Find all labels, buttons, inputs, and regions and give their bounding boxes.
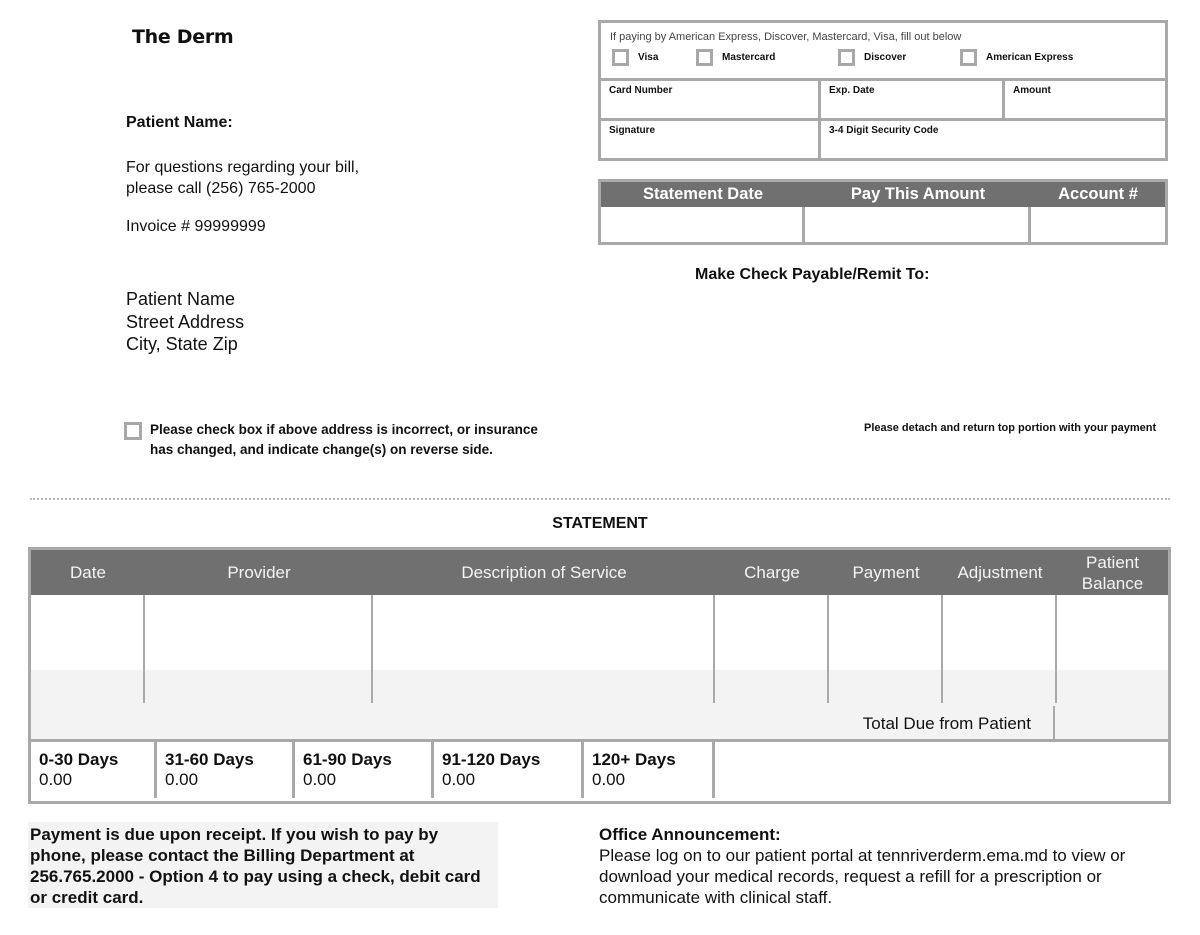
address-change-row <box>124 422 564 460</box>
account-number-value <box>1031 207 1165 242</box>
col-header-description: Description of Service <box>461 563 627 582</box>
statement-col-charge <box>715 595 829 703</box>
billing-questions <box>126 157 359 199</box>
aging-0-30 <box>31 742 157 798</box>
payment-due-note: Payment is due upon receipt. If you wish to pay by phone, please contact the Billing Department at 256.765.2000 - Option 4 to pay using a check, debit card or credit card. <box>28 822 498 908</box>
total-due-row <box>31 706 1168 742</box>
card-option-mastercard[interactable] <box>696 49 775 66</box>
pay-this-amount-value[interactable] <box>805 207 1031 242</box>
exp-date-label: Exp. Date <box>829 85 875 96</box>
office-announcement <box>599 824 1179 908</box>
invoice-number: Invoice # 99999999 <box>126 218 266 235</box>
exp-date-field[interactable] <box>821 81 1005 118</box>
announcement-title: Office Announcement: <box>599 825 781 844</box>
total-due-value <box>1055 706 1168 739</box>
address-line2: Street Address <box>126 311 245 332</box>
announcement-text: Please log on to our patient portal at tennriverderm.ema.md to view or download your medical records, request a refill for a prescription or communicate with clinical staff. <box>599 846 1126 907</box>
aging-120-plus-value: 0.00 <box>592 770 626 789</box>
aging-31-60-value: 0.00 <box>165 770 199 789</box>
col-header-patient-balance: Patient Balance <box>1081 552 1144 593</box>
col-header-provider: Provider <box>227 563 291 582</box>
payment-summary-values <box>601 207 1165 242</box>
pay-this-amount-header: Pay This Amount <box>850 185 986 203</box>
card-number-label: Card Number <box>609 85 673 96</box>
aging-31-60-label: 31-60 Days <box>165 750 254 769</box>
american-express-label: American Express <box>986 52 1074 63</box>
aging-0-30-label: 0-30 Days <box>39 750 119 769</box>
remit-to-label: Make Check Payable/Remit To: <box>695 266 930 283</box>
col-header-date: Date <box>70 563 106 582</box>
aging-120-plus-label: 120+ Days <box>592 750 676 769</box>
address-change-checkbox[interactable] <box>124 422 142 440</box>
visa-checkbox[interactable] <box>612 49 629 66</box>
aging-91-120-value: 0.00 <box>442 770 476 789</box>
address-line3: City, State Zip <box>126 334 238 354</box>
aging-31-60 <box>157 742 295 798</box>
security-code-label: 3-4 Digit Security Code <box>829 125 939 136</box>
aging-91-120-label: 91-120 Days <box>442 750 541 769</box>
statement-col-adjustment <box>943 595 1057 703</box>
amount-field[interactable] <box>1005 81 1165 118</box>
aging-61-90-value: 0.00 <box>303 770 337 789</box>
statement-col-provider <box>145 595 373 703</box>
aging-61-90 <box>295 742 434 798</box>
statement-date-header: Statement Date <box>642 185 764 203</box>
address-line1: Patient Name <box>126 289 236 309</box>
practice-name: The Derm <box>132 26 234 48</box>
billing-questions-line1: For questions regarding your bill, <box>126 159 360 176</box>
card-payment-box <box>598 20 1168 161</box>
card-details-row <box>601 81 1165 121</box>
col-header-charge: Charge <box>744 563 800 582</box>
amount-label: Amount <box>1013 85 1051 96</box>
card-auth-row <box>601 121 1165 158</box>
payment-summary-box <box>598 179 1168 245</box>
mastercard-label: Mastercard <box>722 52 776 63</box>
address-change-text: Please check box if above address is incorrect, or insurance has changed, and indicate change(s) on reverse side. <box>150 422 538 457</box>
aging-blank <box>715 742 1168 798</box>
total-due-label: Total Due from Patient <box>31 706 1055 739</box>
card-option-visa[interactable] <box>612 49 658 66</box>
statement-table <box>28 547 1171 804</box>
aging-91-120 <box>434 742 584 798</box>
statement-col-patient-balance <box>1057 595 1168 703</box>
card-number-field[interactable] <box>601 81 821 118</box>
statement-header-row <box>31 550 1168 595</box>
payment-summary-header <box>601 182 1165 207</box>
discover-label: Discover <box>864 52 907 63</box>
card-type-options <box>610 49 1165 69</box>
aging-120-plus <box>584 742 715 798</box>
discover-checkbox[interactable] <box>838 49 855 66</box>
statement-body <box>31 595 1168 706</box>
aging-61-90-label: 61-90 Days <box>303 750 392 769</box>
card-instruction: If paying by American Express, Discover, Mastercard, Visa, fill out below <box>610 31 962 43</box>
card-option-discover[interactable] <box>838 49 906 66</box>
statement-date-value <box>601 207 805 242</box>
detach-note: Please detach and return top portion with your payment <box>864 422 1157 434</box>
card-option-american-express[interactable] <box>960 49 1073 66</box>
statement-col-date <box>31 595 145 703</box>
american-express-checkbox[interactable] <box>960 49 977 66</box>
billing-questions-line2: please call (256) 765-2000 <box>126 180 316 197</box>
aging-0-30-value: 0.00 <box>39 770 73 789</box>
signature-field[interactable] <box>601 121 821 158</box>
statement-title: STATEMENT <box>552 515 648 532</box>
signature-label: Signature <box>609 125 656 136</box>
col-header-payment: Payment <box>852 563 920 582</box>
aging-row <box>31 742 1168 798</box>
statement-col-payment <box>829 595 943 703</box>
statement-col-description <box>373 595 715 703</box>
mastercard-checkbox[interactable] <box>696 49 713 66</box>
patient-name-label: Patient Name: <box>126 114 233 131</box>
visa-label: Visa <box>638 52 659 63</box>
card-type-row <box>601 23 1165 81</box>
account-number-header: Account # <box>1058 185 1138 203</box>
col-header-adjustment: Adjustment <box>957 563 1043 582</box>
security-code-field[interactable] <box>821 121 1165 158</box>
detach-line <box>30 498 1170 500</box>
mailing-address <box>126 288 244 356</box>
